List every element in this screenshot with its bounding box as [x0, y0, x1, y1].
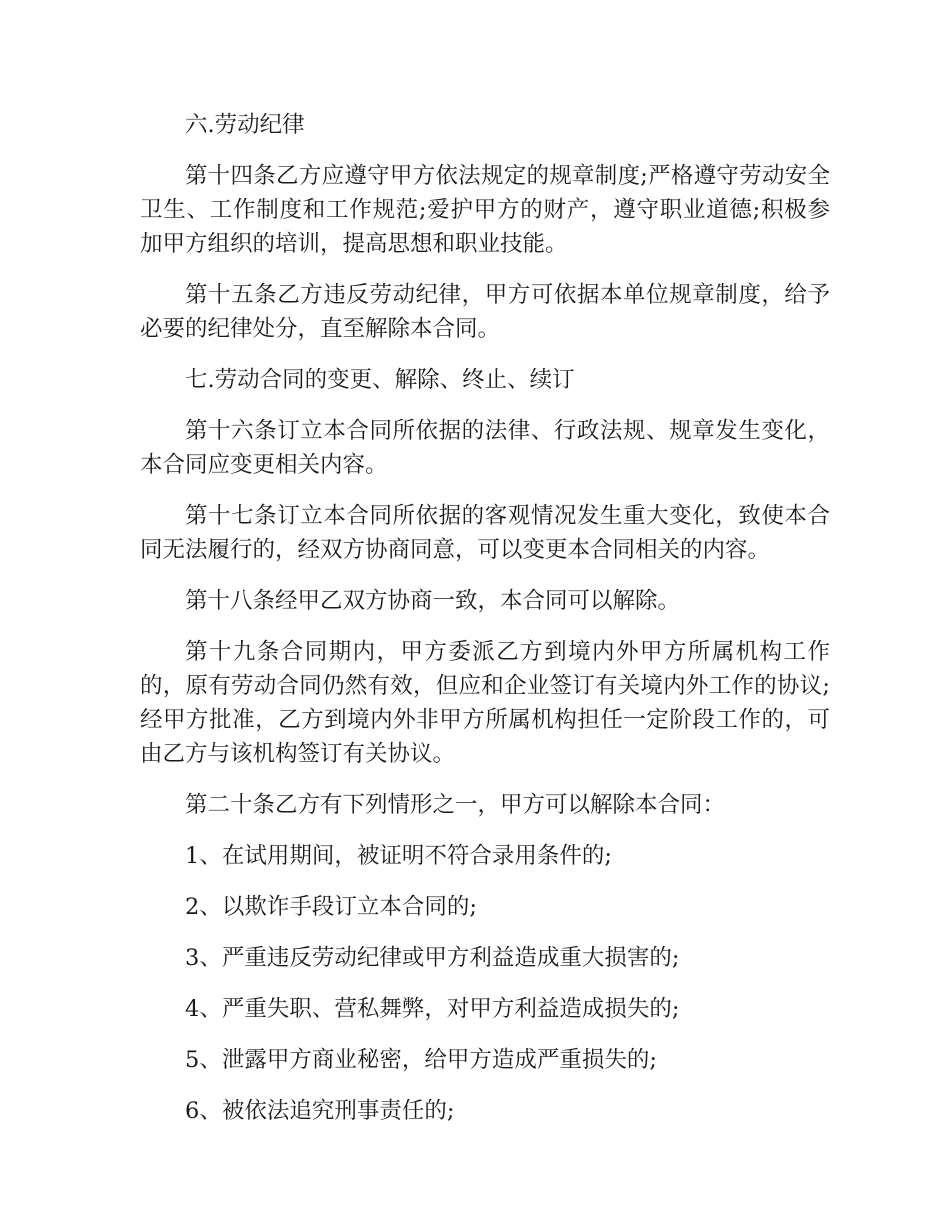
list-item-6: 6、被依法追究刑事责任的;: [185, 1098, 455, 1124]
article-19: 第十九条合同期内，甲方委派乙方到境内外甲方所属机构工作的，原有劳动合同仍然有效，但应和企业签订有关境内外工作的协议;经甲方批准，乙方到境内外非甲方所属机构担任一定阶段工作的，可由乙方与该机构签订有关协议。: [140, 639, 830, 767]
section-heading-contract-changes: 七.劳动合同的变更、解除、终止、续订: [185, 367, 575, 393]
document-body: [140, 108, 830, 1145]
article-17: 第十七条订立本合同所依据的客观情况发生重大变化，致使本合同无法履行的，经双方协商同意，可以变更本合同相关的内容。: [140, 503, 830, 563]
article-16: 第十六条订立本合同所依据的法律、行政法规、规章发生变化，本合同应变更相关内容。: [140, 418, 830, 478]
article-14: 第十四条乙方应遵守甲方依法规定的规章制度;严格遵守劳动安全卫生、工作制度和工作规范;爱护甲方的财产，遵守职业道德;积极参加甲方组织的培训，提高思想和职业技能。: [140, 163, 830, 257]
list-item-3: 3、严重违反劳动纪律或甲方利益造成重大损害的;: [185, 945, 680, 971]
list-item-2: 2、以欺诈手段订立本合同的;: [185, 894, 477, 920]
section-heading-labor-discipline: 六.劳动纪律: [185, 112, 305, 138]
list-item-4: 4、严重失职、营私舞弊，对甲方利益造成损失的;: [185, 996, 680, 1022]
list-item-5: 5、泄露甲方商业秘密，给甲方造成严重损失的;: [185, 1047, 657, 1073]
article-20: 第二十条乙方有下列情形之一，甲方可以解除本合同：: [185, 792, 726, 818]
list-item-1: 1、在试用期间，被证明不符合录用条件的;: [185, 843, 612, 869]
article-15: 第十五条乙方违反劳动纪律，甲方可依据本单位规章制度，给予必要的纪律处分，直至解除本合同。: [140, 282, 830, 342]
article-18: 第十八条经甲乙双方协商一致，本合同可以解除。: [185, 588, 681, 614]
